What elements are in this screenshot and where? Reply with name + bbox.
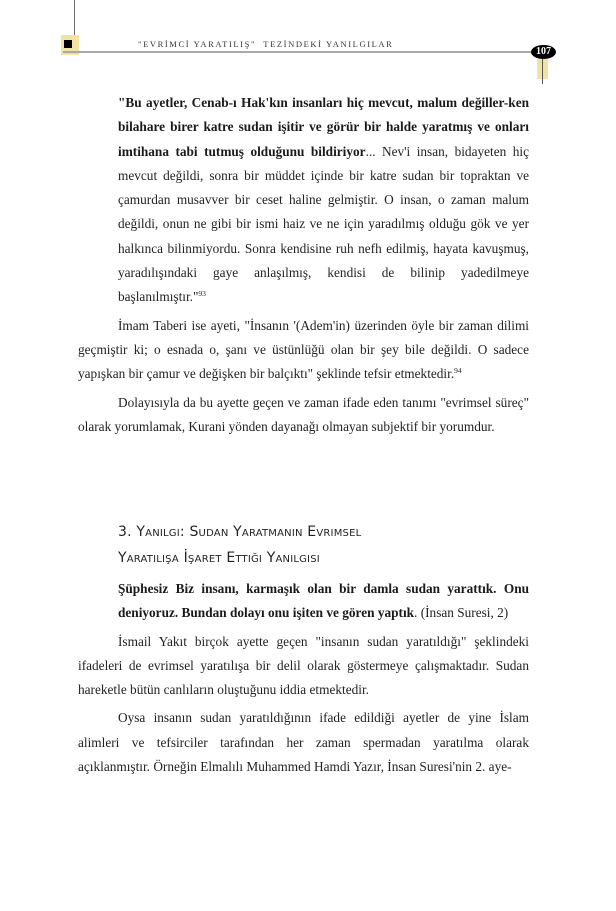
header-rule: [63, 51, 533, 53]
page-number: 107: [531, 45, 556, 59]
section-heading: [118, 519, 361, 571]
verse-reference: . (İnsan Suresi, 2): [414, 605, 509, 621]
section-heading-line2: Yaratılışa İşaret Ettiği Yanılgısı: [118, 550, 320, 566]
quote-normal: ... Nev'i insan, bidayeten hiç mevcut değildi, sonra bir müddet içinde bir katre sudan bir topraktan ve çamurdan musavver bir ceset haline gelmiştir. O insan, o zaman malum değildi, onun ne gibi bir ismi haiz ve ne için yaradılmış olduğu gök ve yer halkınca bilinmiyordu. Sonra kendisine ruh nefh edilmiş, hayata kavuşmuş, yaradılışındaki gaye anlaşılmış, kendisi de bilinip yadedilmeye başlanılmıştır.": [118, 143, 529, 305]
page-number-line: [542, 59, 543, 84]
footnote-ref: 93: [198, 289, 206, 299]
body-upper: [78, 91, 529, 439]
paragraph-oysa: Oysa insanın sudan yaratıldığının ifade edildiği ayetler de yine İslam alimleri ve tefsirciler tarafından her zaman spermadan yaratılma olarak açıklanmıştır. Örneğin Elmalılı Muhammed Hamdi Yazır, İnsan Suresi'nin 2. aye-: [78, 710, 529, 775]
paragraph-taberi: İmam Taberi ise ayeti, "İnsanın '(Adem'in) üzerinden öyle bir zaman dilimi geçmiştir ki; o esnada o, şanı ve üstünlüğü olan bir şey bile değildi. O sadece yapışkan bir çamur ve değişken bir balçıktı" şeklinde tefsir etmektedir.$^{94}$: [78, 317, 529, 382]
section-heading-line1: 3. Yanılgı: Sudan Yaratmanın Evrimsel: [118, 524, 362, 540]
body-lower: [78, 577, 529, 779]
header-square-icon: [64, 40, 72, 48]
quote-bold: "Bu ayetler, Cenab-ı Hak'kın insanları hiç mevcut, malum değiller-ken bilahare birer katre sudan işitir ve görür bir halde yaratmış ve onları imtihana tabi tutmuş olduğunu bildiriyor: [118, 95, 529, 159]
running-title: "EVRİMCİ YARATILIŞ" TEZİNDEKİ YANILGILAR: [138, 39, 394, 49]
verse-bold: Şüphesiz Biz insanı, karmaşık olan bir damla sudan yarattık. Onu deniyoruz. Bundan dolayı onu işiten ve gören yaptık: [118, 581, 529, 621]
paragraph-conclusion: Dolayısıyla da bu ayette geçen ve zaman ifade eden tanımı "evrimsel süreç" olarak yorumlamak, Kurani yönden dayanağı olmayan subjektif bir yorumdur.: [78, 394, 529, 434]
footnote-ref: 94: [454, 366, 462, 376]
quote-paragraph: [118, 91, 529, 310]
paragraph-yakit: İsmail Yakıt birçok ayette geçen "insanın sudan yaratıldığı" şeklindeki ifadeleri de evrimsel yaratılışa bir delil olarak göstermeye çalışmaktadır. Sudan hareketle bütün canlıların oluştuğunu iddia etmektedir.: [78, 633, 529, 698]
verse-paragraph: [118, 577, 529, 626]
